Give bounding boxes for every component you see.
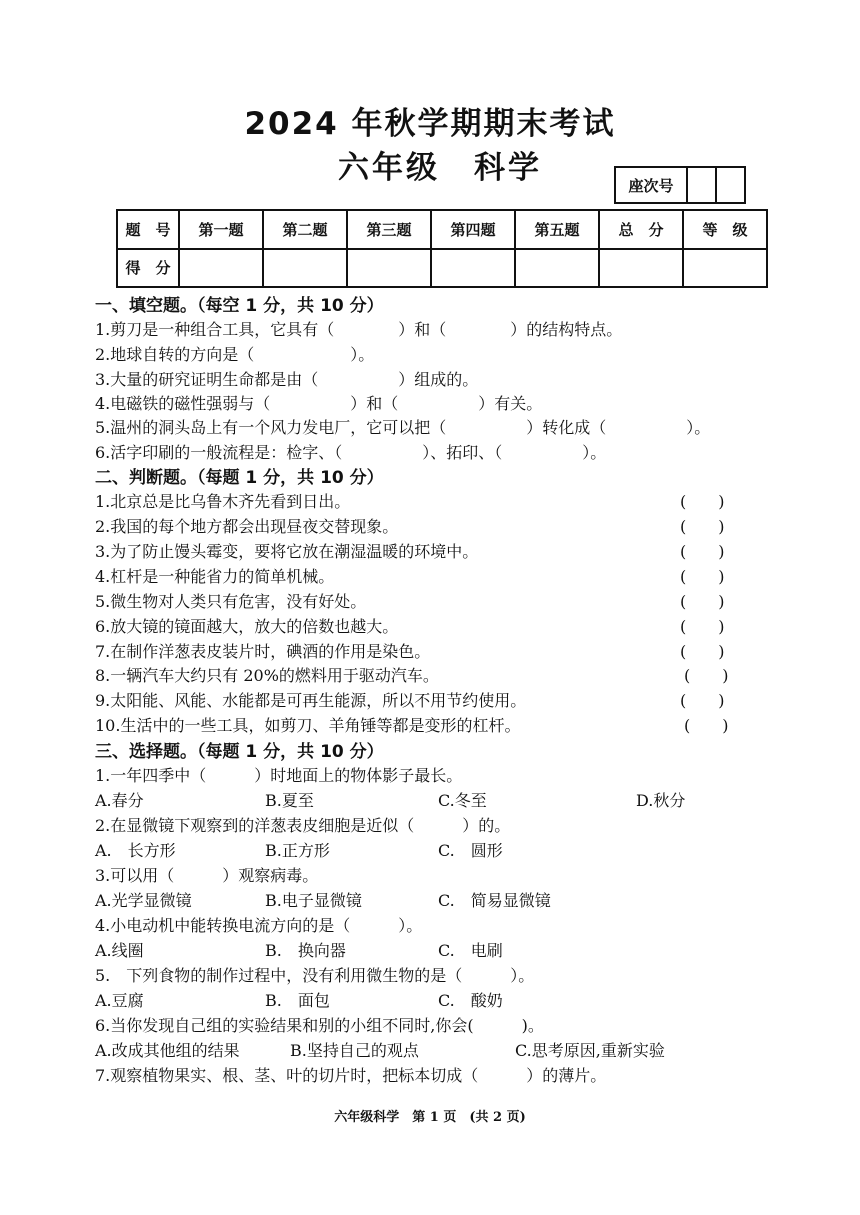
- choice-option[interactable]: A.豆腐: [95, 991, 144, 1010]
- seat-number-label: 座次号: [628, 176, 674, 195]
- true-false-question: 2.我国的每个地方都会出现昼夜交替现象。: [95, 517, 399, 536]
- choice-option[interactable]: A.改成其他组的结果: [95, 1041, 240, 1060]
- fill-in-question: 1.剪刀是一种组合工具，它具有（ ）和（ ）的结构特点。: [95, 320, 623, 339]
- choice-question: 5. 下列食物的制作过程中，没有利用微生物的是（ ）。: [95, 966, 535, 985]
- score-header-cell: 第三题: [347, 210, 431, 249]
- choice-question: 1.一年四季中（ ）时地面上的物体影子最长。: [95, 766, 463, 785]
- choice-question: 2.在显微镜下观察到的洋葱表皮细胞是近似（ ）的。: [95, 816, 511, 835]
- score-table-score-row: [117, 249, 767, 288]
- choice-option[interactable]: D.秋分: [636, 791, 686, 810]
- choice-option[interactable]: A.线圈: [95, 941, 144, 960]
- fill-in-question: 5.温州的洞头岛上有一个风力发电厂，它可以把（ ）转化成（ ）。: [95, 418, 711, 437]
- answer-blank[interactable]: ( ): [680, 691, 725, 710]
- score-header-cell: 题 号: [117, 210, 179, 249]
- choice-option[interactable]: B. 换向器: [265, 941, 346, 960]
- choice-option[interactable]: B.坚持自己的观点: [290, 1041, 419, 1060]
- choice-option[interactable]: C.思考原因,重新实验: [515, 1041, 665, 1060]
- answer-blank[interactable]: ( ): [680, 567, 725, 586]
- section-heading-fill-in: 一、填空题。（每空 1 分，共 10 分）: [95, 296, 384, 316]
- page-footer: 六年级科学 第 1 页 (共 2 页): [334, 1110, 526, 1125]
- answer-blank[interactable]: ( ): [684, 716, 729, 735]
- seat-number-cell[interactable]: [686, 168, 715, 202]
- answer-blank[interactable]: ( ): [684, 666, 729, 685]
- score-header-cell: 第二题: [263, 210, 347, 249]
- choice-option[interactable]: B.正方形: [265, 841, 330, 860]
- choice-option[interactable]: A. 长方形: [95, 841, 176, 860]
- choice-question: 3.可以用（ ）观察病毒。: [95, 866, 319, 885]
- choice-option[interactable]: B.夏至: [265, 791, 314, 810]
- true-false-question: 6.放大镜的镜面越大，放大的倍数也越大。: [95, 617, 399, 636]
- true-false-question: 10.生活中的一些工具，如剪刀、羊角锤等都是变形的杠杆。: [95, 716, 521, 735]
- score-table-header-row: [117, 210, 767, 249]
- choice-option[interactable]: B. 面包: [265, 991, 330, 1010]
- choice-option[interactable]: C. 圆形: [438, 841, 503, 860]
- section-heading-multiple-choice: 三、选择题。（每题 1 分，共 10 分）: [95, 742, 384, 762]
- score-header-cell: 第五题: [515, 210, 599, 249]
- true-false-question: 4.杠杆是一种能省力的简单机械。: [95, 567, 335, 586]
- true-false-question: 5.微生物对人类只有危害，没有好处。: [95, 592, 367, 611]
- seat-number-cell[interactable]: [715, 168, 744, 202]
- answer-blank[interactable]: ( ): [680, 642, 725, 661]
- choice-option[interactable]: C. 简易显微镜: [438, 891, 551, 910]
- answer-blank[interactable]: ( ): [680, 617, 725, 636]
- exam-title: 2024 年秋学期期末考试: [244, 106, 616, 142]
- choice-option[interactable]: A.光学显微镜: [95, 891, 192, 910]
- score-cell[interactable]: [179, 249, 263, 288]
- score-cell[interactable]: [431, 249, 515, 288]
- score-header-cell: 总 分: [599, 210, 683, 249]
- section-heading-true-false: 二、判断题。（每题 1 分，共 10 分）: [95, 468, 384, 488]
- exam-subtitle: 六年级 科学: [338, 150, 542, 186]
- choice-question: 7.观察植物果实、根、茎、叶的切片时，把标本切成（ ）的薄片。: [95, 1066, 607, 1085]
- answer-blank[interactable]: ( ): [680, 542, 725, 561]
- choice-option[interactable]: C.冬至: [438, 791, 487, 810]
- true-false-question: 1.北京总是比乌鲁木齐先看到日出。: [95, 492, 351, 511]
- score-cell[interactable]: [263, 249, 347, 288]
- choice-option[interactable]: C. 酸奶: [438, 991, 503, 1010]
- answer-blank[interactable]: ( ): [680, 592, 725, 611]
- score-cell[interactable]: [347, 249, 431, 288]
- fill-in-question: 4.电磁铁的磁性强弱与（ ）和（ ）有关。: [95, 394, 543, 413]
- choice-option[interactable]: B.电子显微镜: [265, 891, 362, 910]
- choice-question: 6.当你发现自己组的实验结果和别的小组不同时,你会( )。: [95, 1016, 544, 1035]
- true-false-question: 7.在制作洋葱表皮装片时，碘酒的作用是染色。: [95, 642, 431, 661]
- score-cell[interactable]: [599, 249, 683, 288]
- score-header-cell: 第四题: [431, 210, 515, 249]
- score-cell[interactable]: [683, 249, 767, 288]
- fill-in-question: 2.地球自转的方向是（ ）。: [95, 345, 375, 364]
- choice-option[interactable]: C. 电刷: [438, 941, 503, 960]
- score-table: [116, 209, 768, 288]
- fill-in-question: 6.活字印刷的一般流程是：检字、（ ）、拓印、（ ）。: [95, 443, 607, 462]
- true-false-question: 3.为了防止馒头霉变，要将它放在潮湿温暖的环境中。: [95, 542, 479, 561]
- true-false-question: 8.一辆汽车大约只有 20%的燃料用于驱动汽车。: [95, 666, 439, 685]
- choice-question: 4.小电动机中能转换电流方向的是（ ）。: [95, 916, 423, 935]
- answer-blank[interactable]: ( ): [680, 492, 725, 511]
- fill-in-question: 3.大量的研究证明生命都是由（ ）组成的。: [95, 370, 479, 389]
- score-header-cell: 等 级: [683, 210, 767, 249]
- seat-number-box: [614, 166, 746, 204]
- score-cell[interactable]: [515, 249, 599, 288]
- answer-blank[interactable]: ( ): [680, 517, 725, 536]
- score-row-label: 得 分: [117, 249, 179, 288]
- true-false-question: 9.太阳能、风能、水能都是可再生能源，所以不用节约使用。: [95, 691, 527, 710]
- choice-option[interactable]: A.春分: [95, 791, 144, 810]
- score-header-cell: 第一题: [179, 210, 263, 249]
